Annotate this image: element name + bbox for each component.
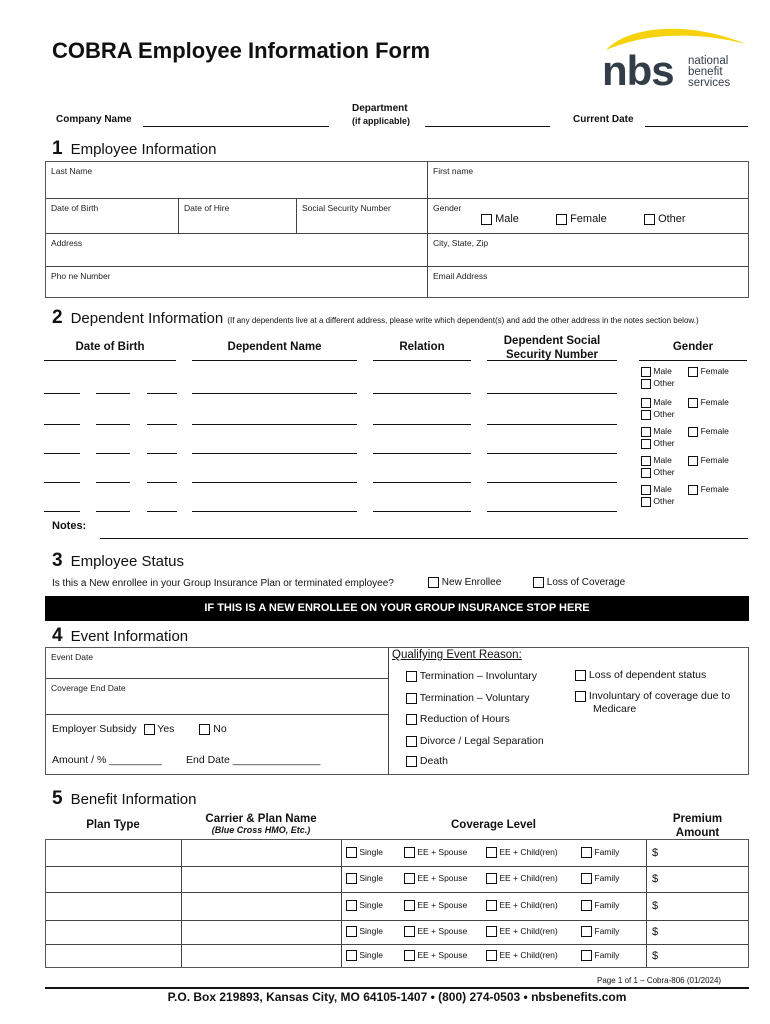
plan-type-field[interactable] bbox=[46, 892, 181, 920]
dependent-row-2-field-3[interactable] bbox=[147, 424, 177, 425]
coverage-ee-child-option: EE + Child(ren) bbox=[486, 847, 558, 858]
coverage-family-option: Family bbox=[581, 847, 619, 858]
nbs-logo bbox=[598, 22, 748, 94]
dependent-row-5-field-5[interactable] bbox=[373, 511, 471, 512]
dependent-row-1-gender: Male Female Other bbox=[641, 365, 751, 389]
dependent-row-1-field-3[interactable] bbox=[147, 393, 177, 394]
termination-voluntary-checkbox[interactable] bbox=[406, 693, 417, 704]
dep-female-checkbox[interactable] bbox=[688, 427, 698, 437]
dependent-row-2-field-6[interactable] bbox=[487, 424, 617, 425]
employee-info-grid bbox=[45, 161, 749, 298]
status-question: Is this a New enrollee in your Group Insurance Plan or terminated employee? bbox=[52, 578, 394, 589]
stop-here-banner: IF THIS IS A NEW ENROLLEE ON YOUR GROUP INSURANCE STOP HERE bbox=[45, 596, 749, 621]
coverage-ee-spouse-checkbox[interactable] bbox=[404, 900, 415, 911]
medicare-checkbox[interactable] bbox=[575, 691, 586, 702]
email-field[interactable]: Email Address bbox=[433, 271, 488, 281]
address-field[interactable]: Address bbox=[51, 238, 83, 248]
coverage-family-checkbox[interactable] bbox=[581, 900, 592, 911]
coverage-single-checkbox[interactable] bbox=[346, 847, 357, 858]
logo-text: national benefit services bbox=[688, 55, 731, 89]
dep-other-checkbox[interactable] bbox=[641, 379, 651, 389]
dep-dob-header: Date of Birth bbox=[75, 341, 145, 353]
section-2-heading: 2 Dependent Information (If any dependents live at a different address, please write which dependent(s) and add the other address in the notes section below.) bbox=[52, 307, 699, 328]
coverage-family-option: Family bbox=[581, 950, 619, 961]
coverage-family-option: Family bbox=[581, 900, 619, 911]
coverage-single-checkbox[interactable] bbox=[346, 900, 357, 911]
dep-male-checkbox[interactable] bbox=[641, 398, 651, 408]
carrier-plan-field[interactable] bbox=[182, 866, 341, 892]
carrier-plan-field[interactable] bbox=[182, 840, 341, 866]
coverage-family-checkbox[interactable] bbox=[581, 950, 592, 961]
coverage-ee-spouse-checkbox[interactable] bbox=[404, 926, 415, 937]
dep-female-checkbox[interactable] bbox=[688, 456, 698, 466]
plan-type-field[interactable] bbox=[46, 840, 181, 866]
gender-other-checkbox[interactable] bbox=[644, 214, 655, 225]
footer-address: P.O. Box 219893, Kansas City, MO 64105-1407 • (800) 274-0503 • nbsbenefits.com bbox=[167, 990, 627, 1004]
subsidy-yes-checkbox[interactable] bbox=[144, 724, 155, 735]
page-number: Page 1 of 1 – Cobra-806 (01/2024) bbox=[597, 976, 722, 985]
coverage-ee-child-checkbox[interactable] bbox=[486, 950, 497, 961]
new-enrollee-checkbox[interactable] bbox=[428, 577, 439, 588]
dependent-row-5-field-1[interactable] bbox=[44, 511, 80, 512]
dep-gender-header: Gender bbox=[672, 341, 714, 353]
dependent-row-3-field-3[interactable] bbox=[147, 453, 177, 454]
benefit-table bbox=[45, 839, 749, 968]
dep-other-checkbox[interactable] bbox=[641, 439, 651, 449]
department-label: Department bbox=[352, 103, 408, 114]
dependent-row-3-field-1[interactable] bbox=[44, 453, 80, 454]
dependent-row-4-field-6[interactable] bbox=[487, 482, 617, 483]
dependent-row-5-field-6[interactable] bbox=[487, 511, 617, 512]
coverage-single-option: Single bbox=[346, 926, 383, 937]
dependent-row-5-field-4[interactable] bbox=[192, 511, 357, 512]
coverage-family-checkbox[interactable] bbox=[581, 873, 592, 884]
carrier-plan-field[interactable] bbox=[182, 920, 341, 944]
current-date-label: Current Date bbox=[573, 114, 634, 125]
coverage-family-checkbox[interactable] bbox=[581, 847, 592, 858]
coverage-family-option: Family bbox=[581, 926, 619, 937]
dependent-row-2-field-4[interactable] bbox=[192, 424, 357, 425]
coverage-ee-child-option: EE + Child(ren) bbox=[486, 950, 558, 961]
department-field[interactable] bbox=[425, 126, 550, 127]
coverage-ee-spouse-checkbox[interactable] bbox=[404, 950, 415, 961]
dependent-row-1-field-4[interactable] bbox=[192, 393, 357, 394]
current-date-field[interactable] bbox=[645, 126, 748, 127]
dependent-row-4-field-2[interactable] bbox=[96, 482, 130, 483]
carrier-header: Carrier & Plan Name (Blue Cross HMO, Etc.) bbox=[205, 813, 317, 835]
premium-amount-field[interactable]: $ bbox=[652, 950, 659, 962]
coverage-family-checkbox[interactable] bbox=[581, 926, 592, 937]
dependent-row-4-field-1[interactable] bbox=[44, 482, 80, 483]
form-title: COBRA Employee Information Form bbox=[52, 38, 431, 63]
carrier-plan-field[interactable] bbox=[182, 944, 341, 968]
section-4-heading: 4 Event Information bbox=[52, 625, 189, 646]
coverage-ee-spouse-option: EE + Spouse bbox=[404, 950, 467, 961]
coverage-single-option: Single bbox=[346, 847, 383, 858]
dependent-row-3-field-6[interactable] bbox=[487, 453, 617, 454]
loss-dependent-status-checkbox[interactable] bbox=[575, 670, 586, 681]
coverage-single-checkbox[interactable] bbox=[346, 950, 357, 961]
coverage-level-header: Coverage Level bbox=[450, 819, 536, 831]
notes-label: Notes: bbox=[52, 520, 87, 532]
coverage-single-checkbox[interactable] bbox=[346, 873, 357, 884]
dep-other-checkbox[interactable] bbox=[641, 410, 651, 420]
dep-ssn-header: Dependent Social Security Number bbox=[503, 335, 601, 361]
carrier-plan-field[interactable] bbox=[182, 892, 341, 920]
dependent-row-4-field-3[interactable] bbox=[147, 482, 177, 483]
dep-female-checkbox[interactable] bbox=[688, 485, 698, 495]
dep-male-checkbox[interactable] bbox=[641, 456, 651, 466]
amount-field[interactable]: Amount / % _________ bbox=[52, 754, 162, 766]
gender-female-checkbox[interactable] bbox=[556, 214, 567, 225]
coverage-ee-spouse-checkbox[interactable] bbox=[404, 873, 415, 884]
phone-field[interactable]: Pho ne Number bbox=[51, 271, 111, 281]
section-5-heading: 5 Benefit Information bbox=[52, 788, 197, 809]
loss-of-coverage-checkbox[interactable] bbox=[533, 577, 544, 588]
coverage-ee-child-checkbox[interactable] bbox=[486, 926, 497, 937]
dep-male-checkbox[interactable] bbox=[641, 485, 651, 495]
coverage-ee-spouse-option: EE + Spouse bbox=[404, 900, 467, 911]
notes-field[interactable] bbox=[100, 538, 748, 539]
coverage-ee-child-option: EE + Child(ren) bbox=[486, 900, 558, 911]
premium-amount-field[interactable]: $ bbox=[652, 873, 659, 885]
premium-amount-field[interactable]: $ bbox=[652, 926, 659, 938]
coverage-ee-child-option: EE + Child(ren) bbox=[486, 873, 558, 884]
dep-male-checkbox[interactable] bbox=[641, 427, 651, 437]
dependent-row-5-gender: Male Female Other bbox=[641, 483, 751, 507]
plan-type-header: Plan Type bbox=[86, 819, 140, 831]
dependent-row-1-field-5[interactable] bbox=[373, 393, 471, 394]
dep-male-checkbox[interactable] bbox=[641, 367, 651, 377]
new-enrollee-label: New Enrollee bbox=[441, 577, 502, 589]
dependent-row-2-field-5[interactable] bbox=[373, 424, 471, 425]
dependent-row-4-gender: Male Female Other bbox=[641, 454, 751, 478]
dependent-row-3-field-5[interactable] bbox=[373, 453, 471, 454]
end-date-field[interactable]: End Date _______________ bbox=[186, 754, 321, 766]
coverage-ee-child-checkbox[interactable] bbox=[486, 847, 497, 858]
coverage-ee-spouse-option: EE + Spouse bbox=[404, 873, 467, 884]
coverage-single-option: Single bbox=[346, 873, 383, 884]
dep-other-checkbox[interactable] bbox=[641, 468, 651, 478]
company-name-label: Company Name bbox=[56, 114, 132, 125]
coverage-ee-spouse-checkbox[interactable] bbox=[404, 847, 415, 858]
coverage-single-checkbox[interactable] bbox=[346, 926, 357, 937]
dep-female-checkbox[interactable] bbox=[688, 398, 698, 408]
gender-male-checkbox[interactable] bbox=[481, 214, 492, 225]
coverage-ee-spouse-option: EE + Spouse bbox=[404, 926, 467, 937]
loss-of-coverage-label: Loss of Coverage bbox=[546, 577, 626, 589]
dependent-row-1-field-6[interactable] bbox=[487, 393, 617, 394]
dependent-row-3-gender: Male Female Other bbox=[641, 425, 751, 449]
gender-field: Gender Male Female Other bbox=[433, 203, 686, 225]
first-name-field[interactable]: First name bbox=[433, 166, 474, 176]
termination-involuntary-checkbox[interactable] bbox=[406, 671, 417, 682]
divorce-checkbox[interactable] bbox=[406, 736, 417, 747]
event-date-field[interactable]: Event Date bbox=[51, 652, 94, 662]
company-name-field[interactable] bbox=[143, 126, 329, 127]
coverage-ee-child-option: EE + Child(ren) bbox=[486, 926, 558, 937]
premium-header: Premium Amount bbox=[672, 813, 723, 839]
dependent-row-4-field-4[interactable] bbox=[192, 482, 357, 483]
reduction-hours-checkbox[interactable] bbox=[406, 714, 417, 725]
section-3-heading: 3 Employee Status bbox=[52, 550, 184, 571]
dependent-row-5-field-2[interactable] bbox=[96, 511, 130, 512]
dependent-row-1-field-2[interactable] bbox=[96, 393, 130, 394]
dob-field[interactable]: Date of Birth bbox=[51, 203, 99, 213]
doh-field[interactable]: Date of Hire bbox=[184, 203, 230, 213]
coverage-ee-child-checkbox[interactable] bbox=[486, 873, 497, 884]
dependent-row-4-field-5[interactable] bbox=[373, 482, 471, 483]
employer-subsidy-row: Employer Subsidy Yes No bbox=[52, 723, 227, 735]
death-checkbox[interactable] bbox=[406, 756, 417, 767]
last-name-field[interactable]: Last Name bbox=[51, 166, 93, 176]
logo-mark: nbs bbox=[602, 47, 674, 94]
coverage-ee-child-checkbox[interactable] bbox=[486, 900, 497, 911]
dependent-row-3-field-2[interactable] bbox=[96, 453, 130, 454]
coverage-family-option: Family bbox=[581, 873, 619, 884]
dependent-row-1-field-1[interactable] bbox=[44, 393, 80, 394]
city-state-zip-field[interactable]: City, State, Zip bbox=[433, 238, 489, 248]
dep-relation-header: Relation bbox=[399, 341, 445, 353]
dependent-row-3-field-4[interactable] bbox=[192, 453, 357, 454]
dependent-row-2-field-2[interactable] bbox=[96, 424, 130, 425]
plan-type-field[interactable] bbox=[46, 944, 181, 968]
ssn-field[interactable]: Social Security Number bbox=[302, 203, 391, 213]
dependent-row-5-field-3[interactable] bbox=[147, 511, 177, 512]
coverage-ee-spouse-option: EE + Spouse bbox=[404, 847, 467, 858]
dependent-row-2-gender: Male Female Other bbox=[641, 396, 751, 420]
plan-type-field[interactable] bbox=[46, 866, 181, 892]
coverage-single-option: Single bbox=[346, 950, 383, 961]
coverage-end-date-field[interactable]: Coverage End Date bbox=[51, 683, 126, 693]
qualifying-reason-title: Qualifying Event Reason: bbox=[392, 649, 522, 661]
dep-other-checkbox[interactable] bbox=[641, 497, 651, 507]
dep-name-header: Dependent Name bbox=[227, 341, 322, 353]
dependent-row-2-field-1[interactable] bbox=[44, 424, 80, 425]
dep-female-checkbox[interactable] bbox=[688, 367, 698, 377]
event-info-grid: Event Date Coverage End Date Employer Subsidy Yes No Amount / % _________ End Date _______________ Qualifying Event Reason: Termination – Involuntary Termination – Voluntary Reduction of Hours Divorce / Legal Separation Death Loss of dependent status Involuntary of coverage due to Medicare bbox=[45, 647, 749, 775]
premium-amount-field[interactable]: $ bbox=[652, 847, 659, 859]
section-1-heading: 1 Employee Information bbox=[52, 138, 217, 159]
plan-type-field[interactable] bbox=[46, 920, 181, 944]
coverage-single-option: Single bbox=[346, 900, 383, 911]
subsidy-no-checkbox[interactable] bbox=[199, 724, 210, 735]
department-sub-label: (if applicable) bbox=[352, 116, 411, 126]
premium-amount-field[interactable]: $ bbox=[652, 900, 659, 912]
